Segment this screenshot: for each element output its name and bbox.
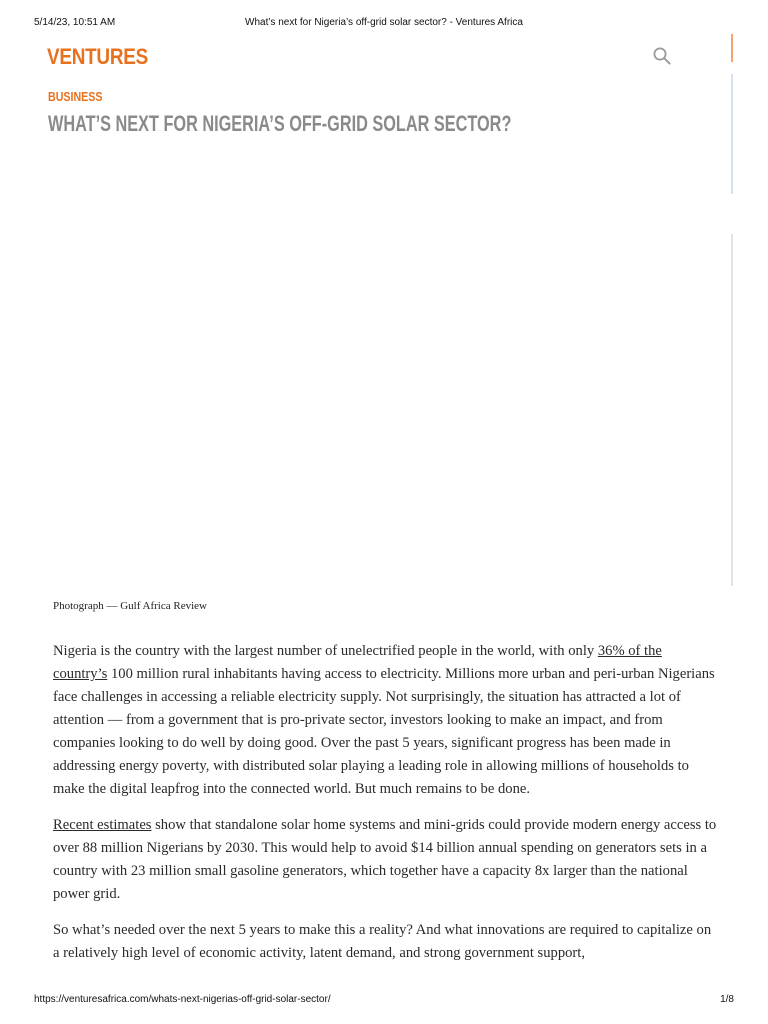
hero-image [48,148,728,588]
image-caption: Photograph — Gulf Africa Review [53,600,207,612]
paragraph-text: Nigeria is the country with the largest number of unelectrified people in the world, with only [53,643,598,659]
print-footer [0,994,768,1008]
article-body [53,640,717,978]
print-header [0,17,768,31]
link-recent-estimates[interactable]: Recent estimates [53,817,152,833]
right-edge-strip [731,34,733,586]
article-headline: WHAT’S NEXT FOR NIGERIA’S OFF-GRID SOLAR SECTOR? [48,111,512,136]
print-datetime: 5/14/23, 10:51 AM [34,17,116,28]
print-page-title: What’s next for Nigeria’s off-grid solar sector? - Ventures Africa [245,17,523,28]
article-paragraph-1 [53,640,717,801]
article-paragraph-2 [53,814,717,906]
print-url: https://venturesafrica.com/whats-next-nigerias-off-grid-solar-sector/ [34,994,331,1005]
print-page-number: 1/8 [720,994,734,1005]
article-paragraph-3: So what’s needed over the next 5 years to make this a reality? And what innovations are required to capitalize on a relatively high level of economic activity, latent demand, and strong government support, [53,922,712,961]
paragraph-text: show that standalone solar home systems and mini-grids could provide modern energy access to over 88 million Nigerians by 2030. This would help to avoid $14 billion annual spending on generators sets in a country with 23 million small gasoline generators, which together have a capacity 8x larger than the national power grid. [53,817,717,902]
article-category[interactable]: BUSINESS [48,89,103,104]
search-icon[interactable] [652,46,672,66]
paragraph-text: 100 million rural inhabitants having access to electricity. Millions more urban and peri-urban Nigerians face challenges in accessing a reliable electricity supply. Not surprisingly, the situation has attracted a lot of attention — from a government that is pro-private sector, investors looking to make an impact, and from companies looking to do well by doing good. Over the past 5 years, significant progress has been made in addressing energy poverty, with distributed solar playing a leading role in allowing millions of households to make the digital leapfrog into the connected world. But much remains to be done. [53,666,715,797]
site-logo[interactable]: VENTURES [47,44,148,69]
link-36-percent[interactable]: 36% of the country’s [53,643,662,682]
